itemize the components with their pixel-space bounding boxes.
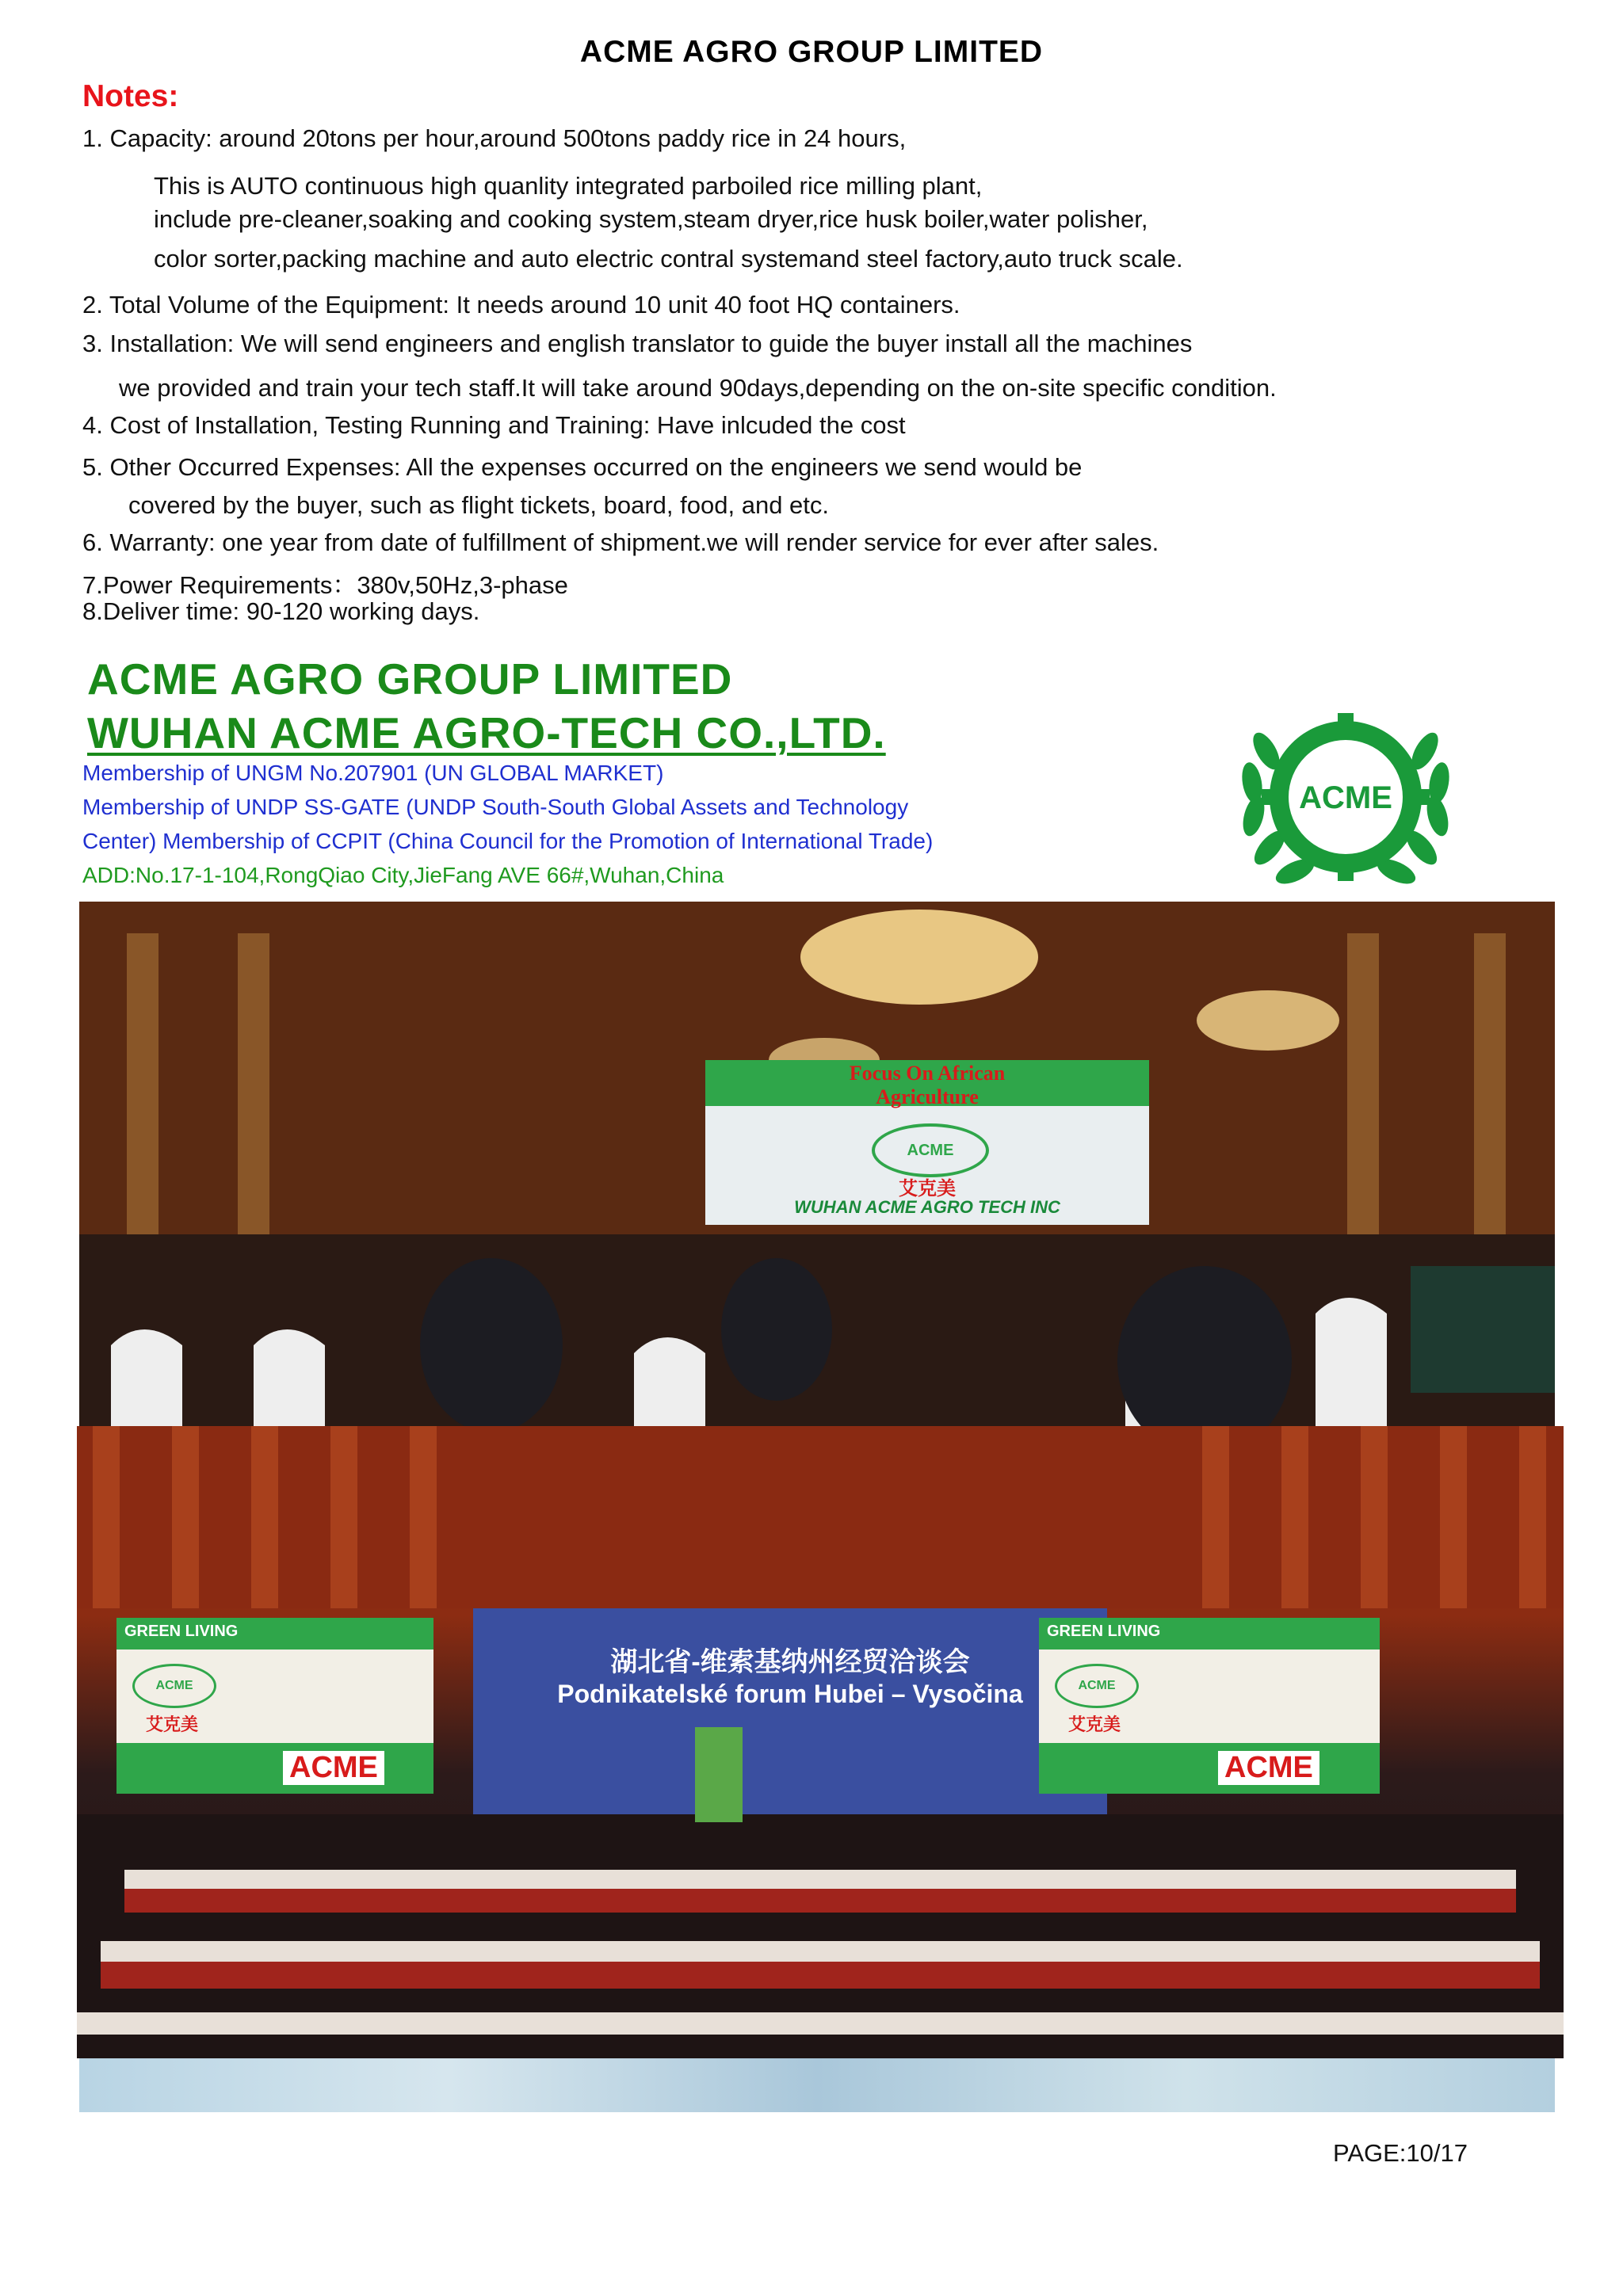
membership-line: Membership of UNDP SS-GATE (UNDP South-South Global Assets and Technology: [82, 795, 909, 819]
banner-right-top: GREEN LIVING: [1047, 1623, 1161, 1640]
screen-logo: ACME: [872, 1123, 989, 1177]
banner-left-cn: 艾克美: [145, 1714, 198, 1734]
acme-logo: [1211, 696, 1480, 902]
note-line: we provided and train your tech staff.It will take around 90days,depending on the on-site specific condition.: [119, 374, 1277, 402]
note-line: This is AUTO continuous high quanlity integrated parboiled rice milling plant,: [154, 172, 983, 200]
note-line: 2. Total Volume of the Equipment: It needs around 10 unit 40 foot HQ containers.: [82, 291, 960, 318]
note-line: 1. Capacity: around 20tons per hour,around 500tons paddy rice in 24 hours,: [82, 124, 907, 152]
banner-left-logo: ACME: [132, 1664, 216, 1708]
conference-photo-1: [79, 902, 1555, 1463]
page-number: PAGE:10/17: [1332, 2139, 1468, 2167]
conference-photo-2: [77, 1426, 1564, 2058]
note-line: 6. Warranty: one year from date of fulfillment of shipment.we will render service for ever after sales.: [82, 528, 1159, 556]
screen-title-1: Focus On African: [849, 1062, 1006, 1085]
note-line: covered by the buyer, such as flight tickets, board, food, and etc.: [128, 491, 830, 519]
banner-left-top: GREEN LIVING: [124, 1623, 239, 1640]
company-address: ADD:No.17-1-104,RongQiao City,JieFang AVE 66#,Wuhan,China: [82, 863, 724, 887]
page-title: ACME AGRO GROUP LIMITED: [579, 35, 1044, 69]
company-name-wuhan: WUHAN ACME AGRO-TECH CO.,LTD.: [87, 708, 886, 757]
note-line: include pre-cleaner,soaking and cooking system,steam dryer,rice husk boiler,water polisher,: [154, 205, 1148, 233]
screen-cn-text: 艾克美: [899, 1178, 956, 1199]
notes-heading: Notes:: [82, 79, 179, 113]
screen-footer-text: WUHAN ACME AGRO TECH INC: [794, 1197, 1060, 1217]
company-name: ACME AGRO GROUP LIMITED: [87, 654, 733, 704]
membership-line: Center) Membership of CCPIT (China Council for the Promotion of International Trade): [82, 829, 934, 853]
note-line: color sorter,packing machine and auto electric contral systemand steel factory,auto truck scale.: [154, 245, 1183, 273]
note-line: 8.Deliver time: 90-120 working days.: [82, 597, 480, 625]
banner-right-logo: ACME: [1055, 1664, 1139, 1708]
banner-en-title: Podnikatelské forum Hubei – Vysočina: [557, 1680, 1023, 1708]
membership-line: Membership of UNGM No.207901 (UN GLOBAL MARKET): [82, 761, 664, 785]
banner-right-brand: ACME: [1218, 1751, 1319, 1785]
banner-left-brand: ACME: [283, 1751, 384, 1785]
banner-cn-title: 湖北省-维索基纳州经贸洽谈会: [610, 1647, 970, 1677]
logo-text: ACME: [1299, 780, 1392, 815]
banner-right-cn: 艾克美: [1067, 1714, 1121, 1734]
note-line: 3. Installation: We will send engineers and english translator to guide the buyer install all the machines: [82, 330, 1193, 357]
decorative-photo-strip: [79, 2058, 1555, 2112]
note-line: 4. Cost of Installation, Testing Running and Training: Have inlcuded the cost: [82, 411, 906, 439]
note-line: 7.Power Requirements：380v,50Hz,3-phase: [82, 571, 568, 599]
screen-title-2: Agriculture: [876, 1085, 979, 1108]
note-line: 5. Other Occurred Expenses: All the expenses occurred on the engineers we send would be: [82, 453, 1083, 481]
